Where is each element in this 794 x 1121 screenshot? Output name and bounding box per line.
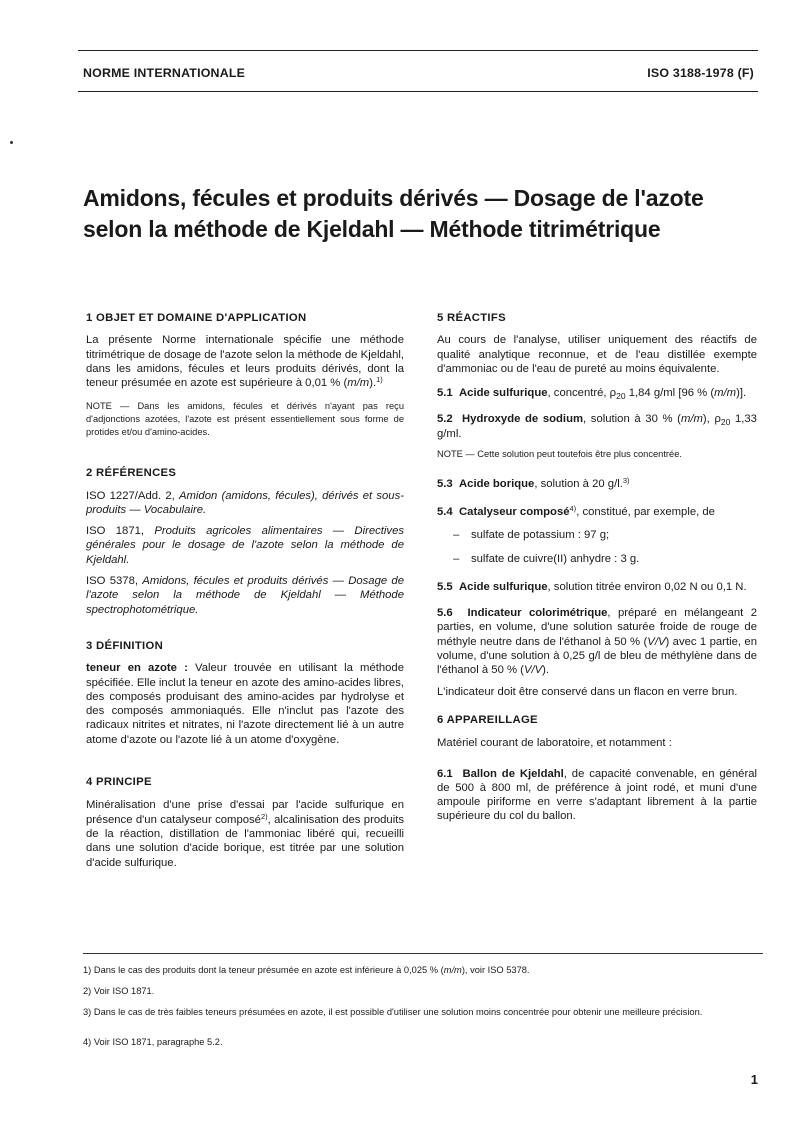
item-5-4-list-item-1: – sulfate de potassium : 97 g; — [453, 529, 610, 542]
item-5-2: 5.2 Hydroxyde de sodium, solution à 30 % (m/m), $\rho_{20}$ 1,33 g/ml. — [437, 413, 757, 440]
item-6-1: 6.1 Ballon de Kjeldahl, de capacité convenable, en général de 500 à 800 ml, de préférence à joint rodé, et muni d'une ampoule piriforme en verre s'adaptant librement à la partie supérieure du col du ballon. — [437, 767, 758, 823]
section-5-heading: 5 RÉACTIFS — [437, 312, 506, 324]
right-column — [437, 311, 757, 824]
section-3-heading: 3 DÉFINITION — [86, 639, 164, 652]
item-5-2-note: NOTE — Cette solution peut toutefois être plus concentrée. — [437, 449, 682, 460]
document-title — [83, 183, 743, 245]
left-column — [86, 311, 404, 870]
header-bottom-rule — [78, 91, 758, 92]
item-5-5: 5.5 Acide sulfurique, solution titrée environ 0,02 N ou 0,1 N. — [437, 580, 747, 593]
section-3-definition: teneur en azote : Valeur trouvée en utilisant la méthode spécifiée. Elle inclut la teneur en azote des amino-acides libres, des composés produisant des amino-acides par hydrolyse et des composés ammoniaqués. Elle n'inclut pas l'azote des radicaux nitrites et nitrates, ni l'azote directement lié à un autre atome d'azote ou l'azote lié à un atome d'oxygène. — [86, 662, 404, 746]
item-5-6: 5.6 Indicateur colorimétrique, préparé en mélangeant 2 parties, en volume, d'une solution saturée froide de rouge de méthyle neutre dans de l'éthanol à 50 % (V/V) avec 1 partie, en volume, d'une solution à 0,25 g/l de bleu de méthylène dans de l'éthanol à 50 % (V/V). — [437, 607, 757, 677]
footnote-4: 4) Voir ISO 1871, paragraphe 5.2. — [83, 1037, 223, 1047]
title-line-2: selon la méthode de Kjeldahl — Méthode titrimétrique — [83, 216, 661, 242]
header-standard-number: ISO 3188-1978 (F) — [647, 66, 754, 80]
section-6-intro: Matériel courant de laboratoire, et notamment : — [437, 737, 672, 750]
section-1-note: NOTE — Dans les amidons, fécules et dérivés n'ayant pas reçu d'adjonctions azotées, l'azote est présent essentiellement sous forme de protides et/ou d'amino-acides. — [86, 401, 404, 437]
page-number: 1 — [750, 1072, 758, 1087]
footnote-separator — [83, 953, 763, 954]
footnote-2: 2) Voir ISO 1871. — [83, 986, 155, 996]
reference-iso-1871: ISO 1871, Produits agricoles alimentaires — Directives générales pour le dosage de l'azote selon la méthode de Kjeldahl. — [86, 525, 404, 566]
section-1-paragraph: La présente Norme internationale spécifie une méthode titrimétrique de dosage de l'azote selon la méthode de Kjeldahl, dans les amidons, fécules et leurs produits dérivés, dont la teneur présumée en azote est supérieure à 0,01 % (m/m).$^{1)}$ — [86, 334, 404, 390]
section-1-heading: 1 OBJET ET DOMAINE D'APPLICATION — [86, 312, 307, 324]
footnote-ref-2: 2) — [260, 811, 268, 821]
footnote-3: 3) Dans le cas de très faibles teneurs présumées en azote, il est possible d'utiliser une solution moins concentrée pour obtenir une meilleure précision. — [83, 1007, 703, 1017]
section-2-heading: 2 RÉFÉRENCES — [86, 467, 177, 480]
section-4-heading: 4 PRINCIPE — [86, 776, 152, 789]
reference-iso-1227: ISO 1227/Add. 2, Amidon (amidons, fécules), dérivés et sous-produits — Vocabulaire. — [86, 489, 404, 516]
item-5-4: 5.4 Catalyseur composé$^{4)}$, constitué, par exemple, de — [437, 503, 715, 518]
header-standard-type: NORME INTERNATIONALE — [83, 66, 246, 80]
header-top-rule — [78, 50, 758, 51]
footnote-ref-1: 1) — [376, 375, 383, 385]
footnote-ref-4: 4) — [569, 503, 577, 513]
reference-iso-5378: ISO 5378, Amidons, fécules et produits dérivés — Dosage de l'azote selon la méthode de Kjeldahl — Méthode spectrophotométrique. — [86, 575, 404, 616]
margin-dot — [10, 141, 13, 144]
section-6-heading: 6 APPAREILLAGE — [437, 713, 538, 726]
footnote-1: 1) Dans le cas des produits dont la teneur présumée en azote est inférieure à 0,025 % (m/m), voir ISO 5378. — [83, 965, 530, 975]
section-5-intro: Au cours de l'analyse, utiliser uniquement des réactifs de qualité analytique reconnue, et de l'eau distillée exempte d'ammoniac ou de l'eau de pureté au moins équivalente. — [437, 334, 757, 375]
footnote-ref-3: 3) — [622, 475, 630, 485]
item-5-6-storage: L'indicateur doit être conservé dans un flacon en verre brun. — [437, 685, 738, 698]
item-5-4-list-item-2: – sulfate de cuivre(II) anhydre : 3 g. — [453, 552, 640, 565]
title-line-1: Amidons, fécules et produits dérivés — Dosage de l'azote — [83, 185, 704, 211]
section-4-paragraph: Minéralisation d'une prise d'essai par l'acide sulfurique en présence d'un catalyseur composé$^{2)}$, alcalinisation des produits de la réaction, distillation de l'ammoniac libéré qui, recueilli dans une solution d'acide borique, est titrée par une solution d'acide sulfurique. — [86, 799, 404, 869]
item-5-1: 5.1 Acide sulfurique, concentré, $\rho_{20}$ 1,84 g/ml [96 % (m/m)]. — [437, 387, 747, 402]
item-5-3: 5.3 Acide borique, solution à 20 g/l.$^{3)}$ — [437, 475, 630, 490]
